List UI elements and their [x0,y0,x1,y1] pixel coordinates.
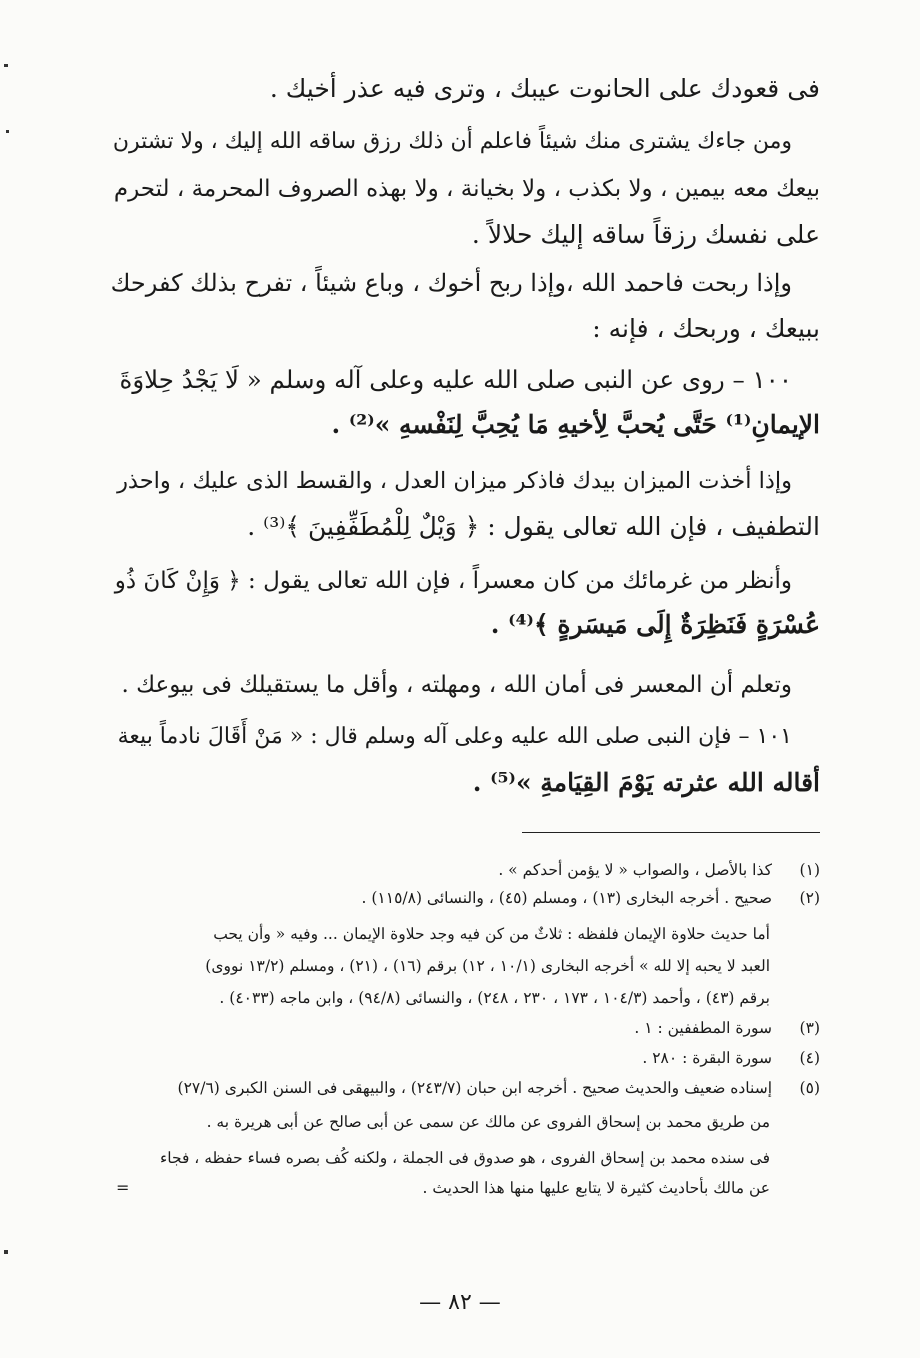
text-line: وأنظر من غرمائك من كان معسراً ، فإن الله تعالى يقول : ﴿ وَإِنْ كَانَ ذُو [114,568,792,594]
scan-speck [6,130,9,133]
hadith-101-line: ١٠١ – فإن النبى صلى الله عليه وعلى آله وسلم قال : « مَنْ أَقَالَ نادماً بيعة [117,724,792,749]
footnote-text: سورة البقرة : ٢٨٠ . [642,1049,772,1067]
footnote-number: (٥) [799,1079,820,1097]
footnote-separator [522,832,820,833]
footnote-line: فى سنده محمد بن إسحاق الفروى ، هو صدوق فى الجملة ، ولكنه كُف بصره فساء حفظه ، فجاء [159,1149,770,1167]
footnote-line: العبد لا يحبه إلا لله » أخرجه البخارى (١٠/١ ، ١٢) برقم (١٦) ، (٢١) ، ومسلم (١٣/٢ نووى) [205,957,770,975]
page-number: — ٨٢ — [419,1290,501,1315]
footnote-text: صحيح . أخرجه البخارى (١٣) ، ومسلم (٤٥) ، والنسائى (١١٥/٨) . [361,889,772,907]
footnote-number: (٤) [799,1049,820,1067]
scan-speck [4,64,8,67]
hadith-100-line: ١٠٠ – روى عن النبى صلى الله عليه وعلى آله وسلم « لَا يَجْدُ حِلاوَةَ [119,365,792,394]
continuation-mark: = [116,1178,130,1197]
text-line: وإذا أخذت الميزان بيدك فاذكر ميزان العدل ، والقسط الذى عليك ، واحذر [117,468,792,494]
text-line: ومن جاءك يشترى منك شيئاً فاعلم أن ذلك رزق ساقه الله إليك ، ولا تشترن [112,129,792,154]
text-line: وإذا ربحت فاحمد الله ،وإذا ربح أخوك ، وباع شيئاً ، تفرح بذلك كفرحك [110,269,792,297]
text-line: ببيعك ، وربحك ، فإنه : [592,314,820,343]
footnote-line: برقم (٤٣) ، وأحمد (١٠٤/٣ ، ١٧٣ ، ٢٣٠ ، ٢٤٨) ، والنسائى (٩٤/٨) ، وابن ماجه (٤٠٣٣) . [219,989,770,1007]
text-line: على نفسك رزقاً ساقه إليك حلالاً . [471,220,820,249]
text-line: بيعك معه بيمين ، ولا بكذب ، ولا بخيانة ، ولا بهذه الصروف المحرمة ، لتحرم [113,176,820,202]
hadith-100-text: الإيمانِ⁽¹⁾ حَتَّى يُحبَّ لِأخيهِ مَا يُحِبَّ لِنَفْسهِ »⁽²⁾ . [331,410,820,439]
footnote-text: كذا بالأصل ، والصواب « لا يؤمن أحدكم » . [498,861,772,879]
hadith-101-text: أقاله الله عثرته يَوْمَ القِيَامةِ »⁽⁵⁾ . [472,768,820,797]
scan-speck [4,1250,8,1254]
footnote-line: أما حديث حلاوة الإيمان فلفظه : ثلاثٌ من كن فيه وجد حلاوة الإيمان ... وفيه « وأن يحب [213,925,770,943]
footnote-number: (٣) [799,1019,820,1037]
quran-verse-text: عُسْرَةٍ فَنَظِرَةٌ إِلَى مَيسَرةٍ ﴾⁽⁴⁾ . [490,610,820,639]
footnote-text: إسناده ضعيف والحديث صحيح . أخرجه ابن حبان (٢٤٣/٧) ، والبيهقى فى السنن الكبرى (٢٧/٦) [177,1079,772,1097]
text-line: التطفيف ، فإن الله تعالى يقول : ﴿ وَيْلٌ لِلْمُطَفِّفِينَ ﴾⁽³⁾ . [247,512,820,541]
footnote-number: (٢) [799,889,820,907]
footnote-line: عن مالك بأحاديث كثيرة لا يتابع عليها منها هذا الحديث . [422,1179,770,1197]
footnote-line: من طريق محمد بن إسحاق الفروى عن مالك عن سمى عن أبى صالح عن أبى هريرة به . [206,1113,770,1131]
footnote-number: (١) [799,861,820,879]
text-line: وتعلم أن المعسر فى أمان الله ، ومهلته ، وأقل ما يستقيلك فى بيوعك . [121,672,792,698]
footnote-text: سورة المطففين : ١ . [634,1019,772,1037]
text-line: فى قعودك على الحانوت عيبك ، وترى فيه عذر أخيك . [269,74,820,103]
